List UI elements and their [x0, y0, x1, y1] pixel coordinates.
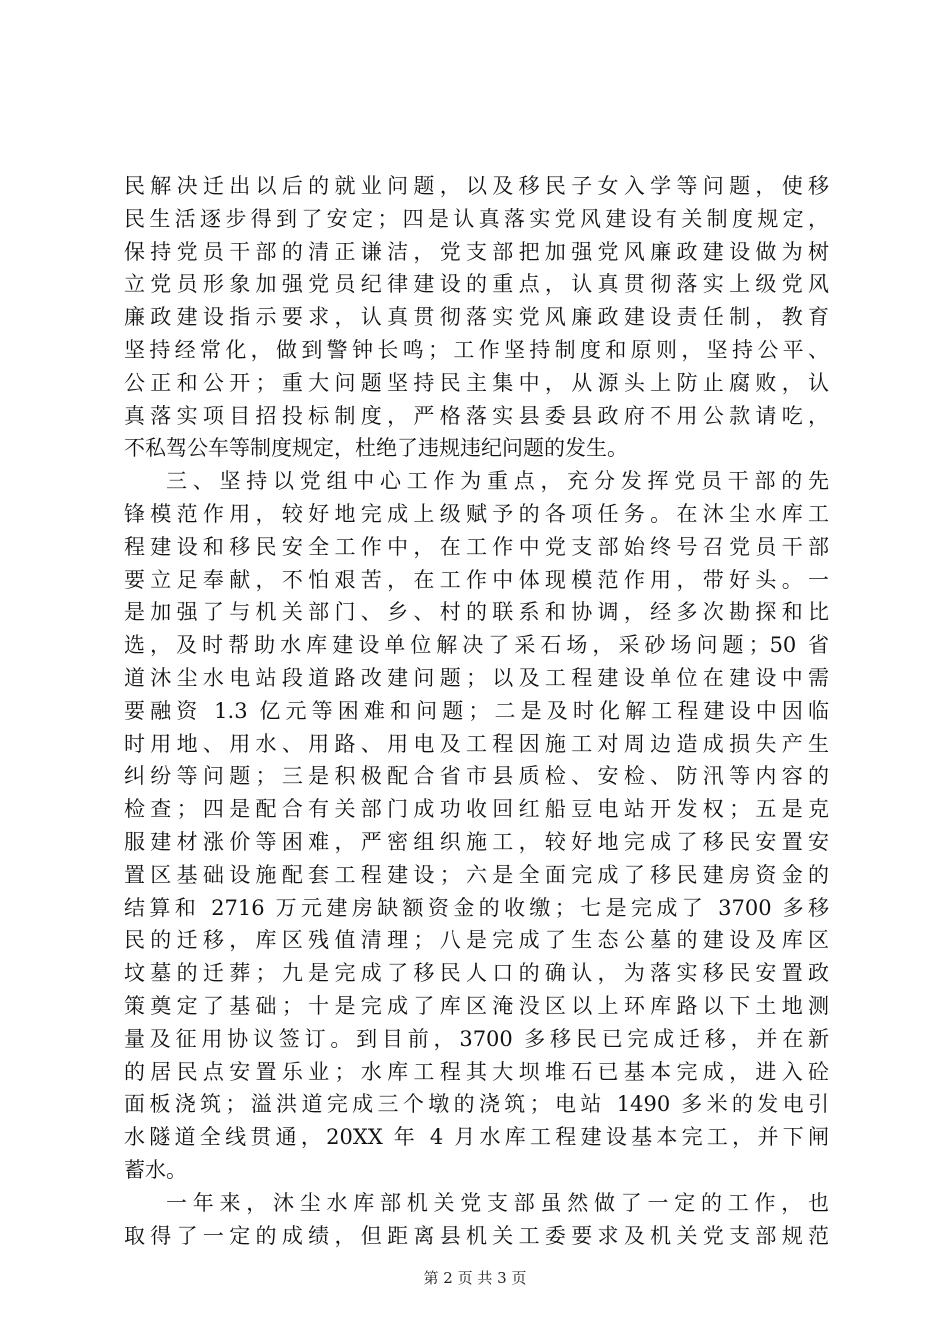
page-number-footer: 第 2 页 共 3 页: [423, 1269, 527, 1287]
text-line: 民生活逐步得到了安定；四是认真落实党风建设有关制度规定，: [124, 206, 829, 231]
text-line: 的居民点安置乐业；水库工程其大坝堆石已基本完成，进入砼: [124, 1059, 829, 1084]
text-line: 蓄水。: [124, 1157, 187, 1182]
text-line: 一年来，沐尘水库部机关党支部虽然做了一定的工作，也: [166, 1190, 829, 1215]
text-line: 三、坚持以党组中心工作为重点，充分发挥党员干部的先: [166, 469, 829, 494]
text-line: 真落实项目招投标制度，严格落实县委县政府不用公款请吃，: [124, 403, 829, 428]
text-line: 保持党员干部的清正谦洁，党支部把加强党风廉政建设做为树: [124, 239, 829, 264]
text-line: 公正和公开；重大问题坚持民主集中，从源头上防止腐败，认: [124, 370, 829, 395]
text-line: 策奠定了基础；十是完成了库区淹没区以上环库路以下土地测: [124, 993, 829, 1018]
paragraph-2: [124, 465, 829, 1187]
paragraph-3: [124, 1187, 829, 1253]
text-line: 立党员形象加强党员纪律建设的重点，认真贯彻落实上级党风: [124, 272, 829, 297]
text-line: 置区基础设施配套工程建设；六是全面完成了移民建房资金的: [124, 862, 829, 887]
text-line: 坟墓的迁葬；九是完成了移民人口的确认，为落实移民安置政: [124, 961, 829, 986]
text-line: 取得了一定的成绩，但距离县机关工委要求及机关党支部规范: [124, 1223, 829, 1248]
document-body: [124, 170, 829, 1252]
text-line: 道沐尘水电站段道路改建问题；以及工程建设单位在建设中需: [124, 665, 829, 690]
text-line: 是加强了与机关部门、乡、村的联系和协调，经多次勘探和比: [124, 600, 829, 625]
text-line: 要立足奉献，不怕艰苦，在工作中体现模范作用，带好头。一: [124, 567, 829, 592]
text-line: 时用地、用水、用路、用电及工程因施工对周边造成损失产生: [124, 731, 829, 756]
text-line: 面板浇筑；溢洪道完成三个墩的浇筑；电站 1490 多米的发电引: [124, 1092, 829, 1117]
text-line: 纠纷等问题；三是积极配合省市县质检、安检、防汛等内容的: [124, 764, 829, 789]
text-line: 程建设和移民安全工作中，在工作中党支部始终号召党员干部: [124, 534, 829, 559]
text-line: 民解决迁出以后的就业问题，以及移民子女入学等问题，使移: [124, 174, 829, 198]
text-line: 服建材涨价等困难，严密组织施工，较好地完成了移民安置安: [124, 829, 829, 854]
paragraph-1: [124, 170, 829, 465]
text-line: 不私驾公车等制度规定，杜绝了违规违纪问题的发生。: [124, 436, 628, 461]
text-line: 民的迁移，库区残值清理；八是完成了生态公墓的建设及库区: [124, 928, 829, 953]
text-line: 锋模范作用，较好地完成上级赋予的各项任务。在沐尘水库工: [124, 501, 829, 526]
text-line: 量及征用协议签订。到目前，3700 多移民已完成迁移，并在新: [124, 1026, 829, 1051]
text-line: 检查；四是配合有关部门成功收回红船豆电站开发权；五是克: [124, 797, 829, 822]
text-line: 廉政建设指示要求，认真贯彻落实党风廉政建设责任制，教育: [124, 305, 829, 330]
text-line: 水隧道全线贯通，20XX 年 4 月水库工程建设基本完工，并下闸: [124, 1125, 829, 1150]
text-line: 要融资 1.3 亿元等困难和问题；二是及时化解工程建设中因临: [124, 698, 829, 723]
text-line: 选，及时帮助水库建设单位解决了采石场，采砂场问题；50 省: [124, 633, 829, 658]
text-line: 坚持经常化，做到警钟长鸣；工作坚持制度和原则，坚持公平、: [124, 337, 829, 362]
text-line: 结算和 2716 万元建房缺额资金的收缴；七是完成了 3700 多移: [124, 895, 829, 920]
